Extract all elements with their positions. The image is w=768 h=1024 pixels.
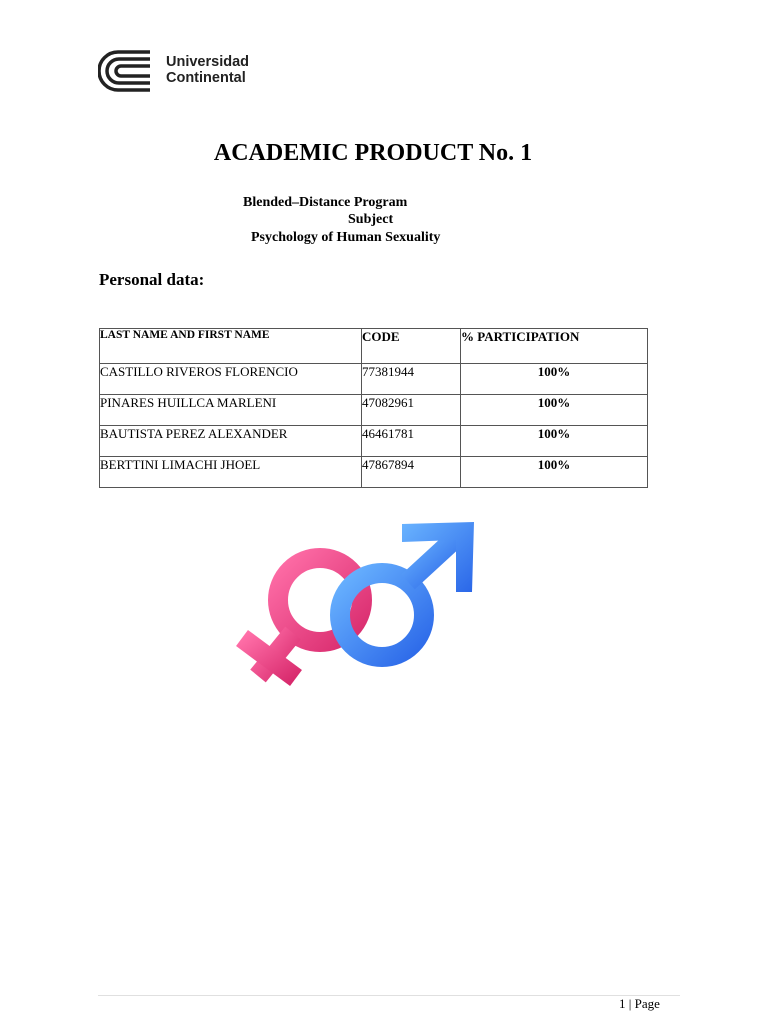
header-code: CODE xyxy=(362,329,461,364)
member-name: BAUTISTA PEREZ ALEXANDER xyxy=(100,426,362,457)
table-row xyxy=(100,457,648,488)
member-code: 47082961 xyxy=(362,395,461,426)
header-name: LAST NAME AND FIRST NAME xyxy=(100,329,362,364)
table-row xyxy=(100,426,648,457)
subject-name: Psychology of Human Sexuality xyxy=(251,230,441,245)
gender-symbols-image xyxy=(210,500,492,718)
members-table xyxy=(99,328,648,488)
member-name: CASTILLO RIVEROS FLORENCIO xyxy=(100,364,362,395)
table-header-row xyxy=(100,329,648,364)
university-logo xyxy=(98,50,268,94)
university-logo-icon xyxy=(98,50,158,94)
header-participation: % PARTICIPATION xyxy=(461,329,648,364)
member-participation: 100% xyxy=(461,457,648,488)
table-row xyxy=(100,395,648,426)
subject-label: Subject xyxy=(348,212,394,227)
logo-line-2: Continental xyxy=(166,70,246,86)
male-symbol-icon xyxy=(340,522,474,657)
document-title: ACADEMIC PRODUCT No. 1 xyxy=(213,140,533,166)
member-code: 47867894 xyxy=(362,457,461,488)
member-participation: 100% xyxy=(461,426,648,457)
member-name: BERTTINI LIMACHI JHOEL xyxy=(100,457,362,488)
member-code: 77381944 xyxy=(362,364,461,395)
member-name: PINARES HUILLCA MARLENI xyxy=(100,395,362,426)
member-participation: 100% xyxy=(461,364,648,395)
footer-divider xyxy=(98,995,680,996)
program-name: Blended–Distance Program xyxy=(243,195,408,210)
personal-data-heading: Personal data: xyxy=(99,270,205,289)
university-name xyxy=(166,54,249,86)
member-participation: 100% xyxy=(461,395,648,426)
page-number: 1 | Page xyxy=(619,996,660,1011)
member-code: 46461781 xyxy=(362,426,461,457)
table-row xyxy=(100,364,648,395)
logo-line-1: Universidad xyxy=(166,54,249,70)
